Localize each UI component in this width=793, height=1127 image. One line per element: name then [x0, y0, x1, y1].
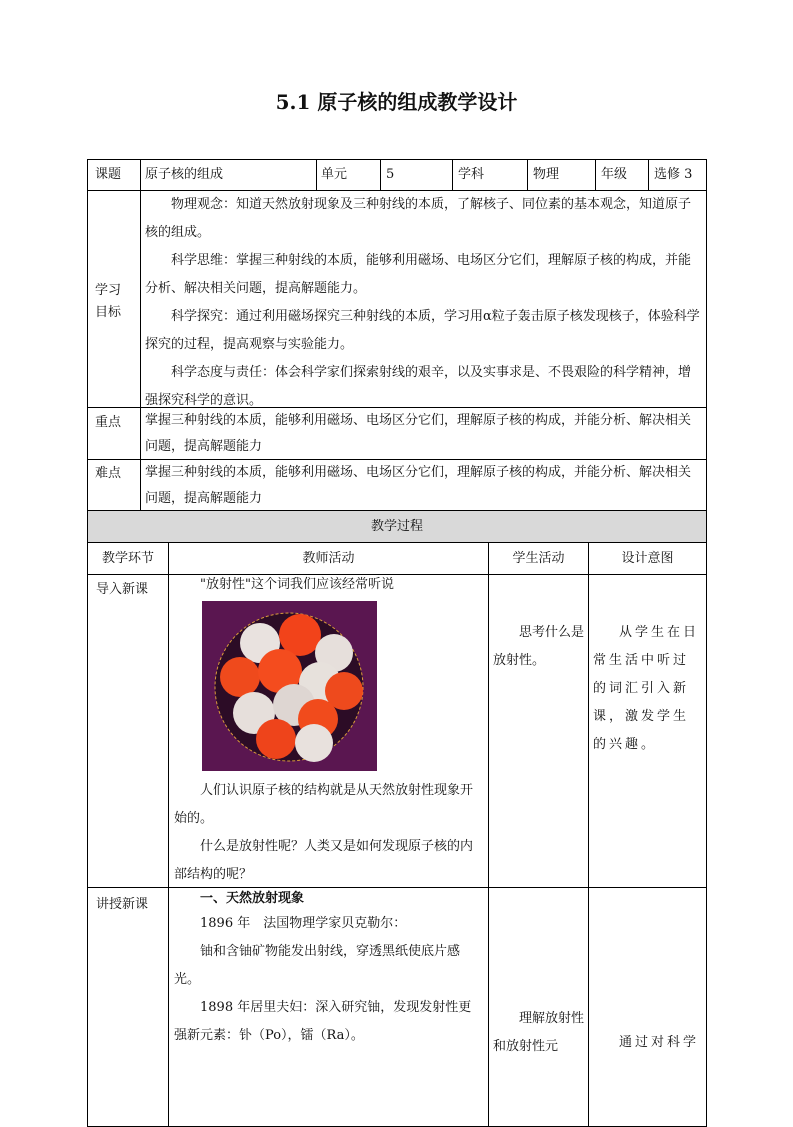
objectives-label-1: 学习	[95, 283, 122, 298]
teacher-cell-intro	[168, 574, 489, 888]
unit-cell	[380, 159, 453, 191]
process-header-text: 教学过程	[370, 519, 423, 534]
grade-label-cell	[595, 159, 649, 191]
stage-new: 讲授新课	[96, 897, 149, 912]
column-header-intent: 设计意图	[588, 542, 707, 575]
objective-thinking: 科学思维：掌握三种射线的本质，能够利用磁场、电场区分它们，理解原子核的构成，并能分析、解决相关问题，提高解题能力。	[145, 253, 692, 296]
topic-value: 原子核的组成	[145, 167, 224, 182]
teacher-intro-para-1: 人们认识原子核的结构就是从天然放射性现象开始的。	[174, 783, 474, 826]
grade-value: 选修 3	[654, 167, 693, 182]
teacher-new-para-2: 铀和含铀矿物能发出射线，穿透黑纸使底片感光。	[174, 944, 461, 987]
unit-value: 5	[386, 167, 395, 182]
key-label-cell	[87, 407, 141, 460]
difficulty-label-cell	[87, 459, 141, 511]
intent-intro: 从学生在日常生活中听过的词汇引入新课，激发学生的兴趣。	[593, 625, 700, 752]
objectives-cell	[140, 190, 707, 408]
topic-label: 课题	[95, 167, 122, 182]
teacher-intro-line: "放射性"这个词我们应该经常听说	[200, 577, 394, 592]
column-header-teacher: 教师活动	[168, 542, 489, 575]
objectives-label-2: 目标	[95, 305, 122, 320]
key-cell	[140, 407, 707, 460]
column-header-stage: 教学环节	[87, 542, 169, 575]
objectives-label-cell	[87, 190, 141, 408]
subject-cell	[527, 159, 596, 191]
unit-label-cell	[316, 159, 381, 191]
difficulty-label: 难点	[95, 466, 122, 481]
nucleus-image	[202, 601, 377, 771]
column-header-student: 学生活动	[488, 542, 589, 575]
objective-physics: 物理观念：知道天然放射现象及三种射线的本质，了解核子、同位素的基本观念，知道原子核的组成。	[145, 197, 692, 240]
intent-cell-new	[588, 887, 707, 1127]
intent-cell-intro	[588, 574, 707, 888]
section-heading: 一、天然放射现象	[200, 891, 305, 906]
subject-label-cell	[452, 159, 528, 191]
student-cell-intro	[488, 574, 589, 888]
student-intro: 思考什么是放射性。	[493, 625, 585, 668]
grade-cell	[648, 159, 707, 191]
student-cell-new	[488, 887, 589, 1127]
teacher-new-para-3: 1898 年居里夫妇：深入研究铀，发现发射性更强新元素：钋（Po），镭（Ra）。	[174, 1000, 472, 1043]
stage-cell-new	[87, 887, 169, 1127]
topic-label-cell	[87, 159, 141, 191]
subject-value: 物理	[533, 167, 560, 182]
teacher-intro-para-2: 什么是放射性呢？人类又是如何发现原子核的内部结构的呢？	[174, 839, 474, 882]
process-header	[87, 510, 707, 543]
unit-label: 单元	[321, 167, 348, 182]
student-new: 理解放射性和放射性元	[493, 1011, 585, 1054]
page-title: 5.1 原子核的组成教学设计	[275, 90, 518, 114]
stage-cell-intro	[87, 574, 169, 888]
key-text: 掌握三种射线的本质，能够利用磁场、电场区分它们，理解原子核的构成，并能分析、解决相关问题，提高解题能力	[145, 413, 692, 454]
intent-new: 通过对科学	[619, 1035, 700, 1050]
teacher-cell-new	[168, 887, 489, 1127]
subject-label: 学科	[458, 167, 485, 182]
objective-attitude: 科学态度与责任：体会科学家们探索射线的艰辛，以及实事求是、不畏艰险的科学精神，增强探究科学的意识。	[145, 365, 692, 408]
key-label: 重点	[95, 415, 122, 430]
teacher-new-para-1: 1896 年 法国物理学家贝克勒尔：	[200, 916, 407, 931]
objective-inquiry: 科学探究：通过利用磁场探究三种射线的本质，学习用α粒子轰击原子核发现核子，体验科学探究的过程，提高观察与实验能力。	[145, 309, 700, 352]
stage-intro: 导入新课	[96, 582, 149, 597]
grade-label: 年级	[601, 167, 628, 182]
topic-cell	[140, 159, 317, 191]
difficulty-text: 掌握三种射线的本质，能够利用磁场、电场区分它们，理解原子核的构成，并能分析、解决相关问题，提高解题能力	[145, 465, 692, 506]
difficulty-cell	[140, 459, 707, 511]
